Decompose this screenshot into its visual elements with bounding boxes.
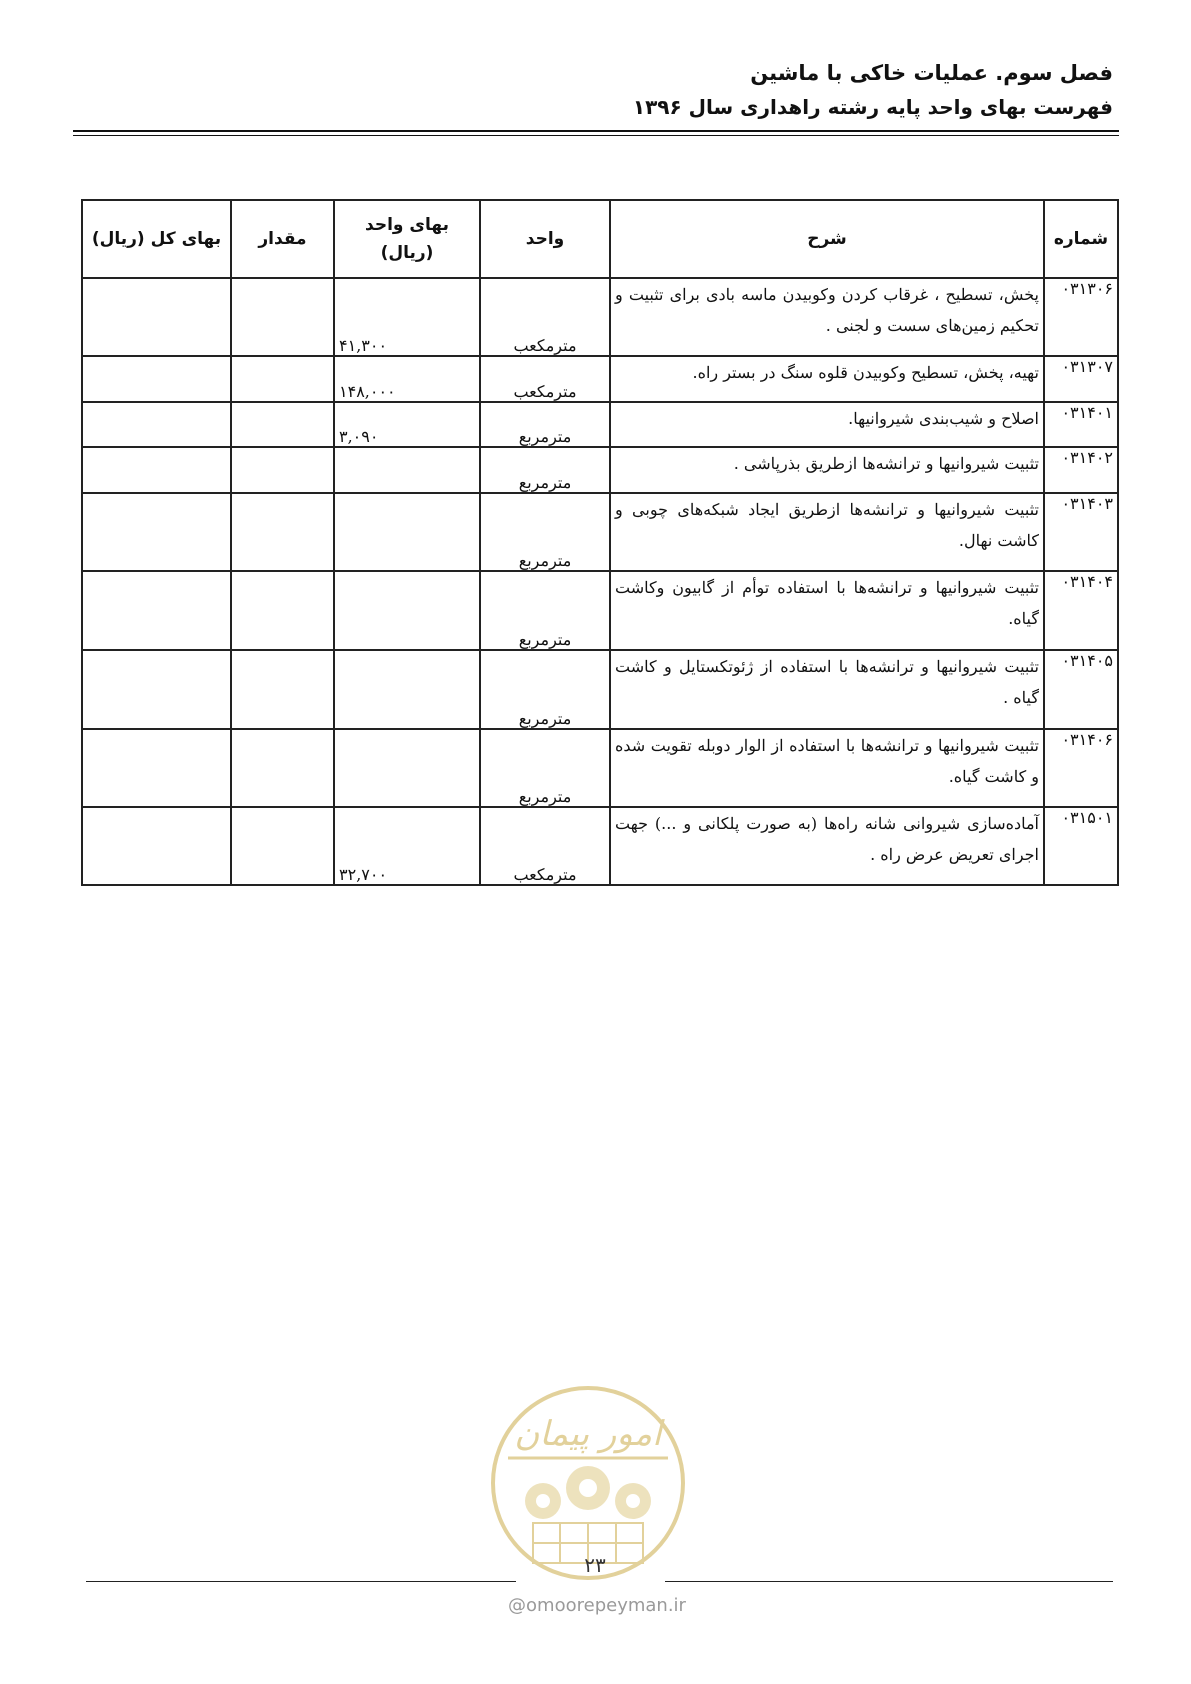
item-description: اصلاح و شیب‌بندی شیروانیها. <box>610 402 1044 447</box>
item-description: تهیه، پخش، تسطیح وکوبیدن قلوه سنگ در بستر راه. <box>610 356 1044 402</box>
header-unit-price-currency: (ریال) <box>380 243 434 263</box>
item-quantity <box>231 729 334 807</box>
page-header <box>633 56 1113 124</box>
table-row <box>82 447 1118 493</box>
item-code: ۰۳۱۳۰۷ <box>1044 356 1118 402</box>
item-total <box>82 278 231 356</box>
gear-icon <box>566 1466 610 1510</box>
item-code: ۰۳۱۴۰۶ <box>1044 729 1118 807</box>
table-row <box>82 571 1118 650</box>
item-code: ۰۳۱۴۰۲ <box>1044 447 1118 493</box>
header-rule-thin <box>73 135 1119 136</box>
item-quantity <box>231 571 334 650</box>
item-code: ۰۳۱۴۰۵ <box>1044 650 1118 729</box>
item-description: تثبیت شیروانیها و ترانشه‌ها ازطریق بذرپاشی . <box>610 447 1044 493</box>
item-description: آماده‌سازی شیروانی شانه راه‌ها (به صورت پلکانی و ...) جهت اجرای تعریض عرض راه . <box>610 807 1044 885</box>
item-total <box>82 650 231 729</box>
table-row <box>82 402 1118 447</box>
item-description: تثبیت شیروانیها و ترانشه‌ها ازطریق ایجاد شبکه‌های چوبی و کاشت نهال. <box>610 493 1044 571</box>
table-row <box>82 356 1118 402</box>
header-unit-price-label: بهای واحد <box>365 215 449 235</box>
item-quantity <box>231 402 334 447</box>
price-list-title: فهرست بهای واحد پایه رشته راهداری سال ۱۳۹۶ <box>632 95 1113 119</box>
item-total <box>82 729 231 807</box>
footer-rule-left <box>86 1581 516 1582</box>
item-total <box>82 447 231 493</box>
item-unit-price <box>334 729 480 807</box>
header-unit: واحد <box>480 200 610 278</box>
item-total <box>82 402 231 447</box>
item-unit-price: ۱۴۸,۰۰۰ <box>334 356 480 402</box>
table-row <box>82 807 1118 885</box>
item-unit: مترمربع <box>480 493 610 571</box>
item-quantity <box>231 356 334 402</box>
item-code: ۰۳۱۴۰۴ <box>1044 571 1118 650</box>
watermark-website: @omoorepeyman.ir <box>508 1595 686 1616</box>
item-total <box>82 807 231 885</box>
item-unit-price: ۳۲,۷۰۰ <box>334 807 480 885</box>
item-total <box>82 356 231 402</box>
item-description: تثبیت شیروانیها و ترانشه‌ها با استفاده از الوار دوبله تقویت شده و کاشت گیاه. <box>610 729 1044 807</box>
item-unit-price: ۳,۰۹۰ <box>334 402 480 447</box>
item-quantity <box>231 807 334 885</box>
header-description: شرح <box>610 200 1044 278</box>
table-row <box>82 278 1118 356</box>
item-unit: مترمکعب <box>480 278 610 356</box>
item-code: ۰۳۱۴۰۱ <box>1044 402 1118 447</box>
item-quantity <box>231 493 334 571</box>
item-unit: مترمکعب <box>480 807 610 885</box>
header-rule-thick <box>73 130 1119 132</box>
item-code: ۰۳۱۳۰۶ <box>1044 278 1118 356</box>
item-unit: مترمربع <box>480 402 610 447</box>
page-number: ۲۳ <box>584 1553 606 1577</box>
item-description: تثبیت شیروانیها و ترانشه‌ها با استفاده از ژئوتکستایل و کاشت گیاه . <box>610 650 1044 729</box>
item-unit: مترمربع <box>480 729 610 807</box>
item-description: تثبیت شیروانیها و ترانشه‌ها با استفاده توأم از گابیون وکاشت گیاه. <box>610 571 1044 650</box>
header-quantity: مقدار <box>231 200 334 278</box>
item-quantity <box>231 278 334 356</box>
table-row <box>82 493 1118 571</box>
item-total <box>82 493 231 571</box>
item-quantity <box>231 447 334 493</box>
table-row <box>82 729 1118 807</box>
table-row <box>82 650 1118 729</box>
gear-icon <box>525 1483 561 1519</box>
item-unit-price <box>334 571 480 650</box>
item-unit-price <box>334 493 480 571</box>
item-code: ۰۳۱۵۰۱ <box>1044 807 1118 885</box>
chapter-title: فصل سوم. عملیات خاکی با ماشین <box>750 61 1113 85</box>
table-header-row <box>82 200 1118 278</box>
header-code: شماره <box>1044 200 1118 278</box>
item-unit: مترمربع <box>480 571 610 650</box>
logo-wordmark: امور پیمان <box>514 1414 662 1454</box>
footer-rule-right <box>665 1581 1113 1582</box>
item-code: ۰۳۱۴۰۳ <box>1044 493 1118 571</box>
item-unit: مترمربع <box>480 650 610 729</box>
item-unit-price <box>334 447 480 493</box>
header-unit-price <box>334 200 480 278</box>
item-unit: مترمکعب <box>480 356 610 402</box>
item-total <box>82 571 231 650</box>
item-unit: مترمربع <box>480 447 610 493</box>
item-unit-price <box>334 650 480 729</box>
item-unit-price: ۴۱,۳۰۰ <box>334 278 480 356</box>
item-description: پخش، تسطیح ، غرقاب کردن وکوبیدن ماسه بادی برای تثبیت و تحکیم زمین‌های سست و لجنی . <box>610 278 1044 356</box>
item-quantity <box>231 650 334 729</box>
gear-icon <box>615 1483 651 1519</box>
header-total-price: بهای کل (ریال) <box>82 200 231 278</box>
unit-price-table <box>81 199 1119 886</box>
